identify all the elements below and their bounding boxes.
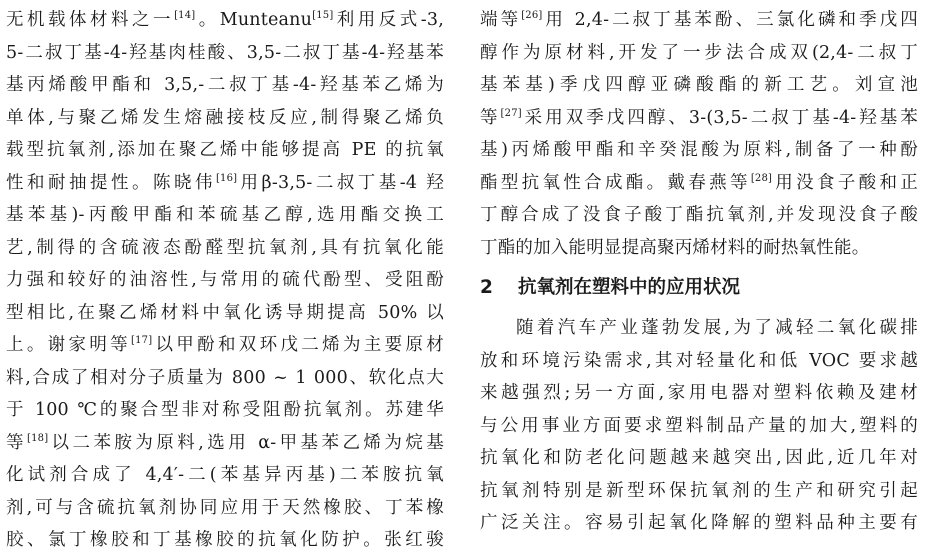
text-line: 无机载体材料之一[14]。Munteanu[15]利用反式-3, bbox=[6, 10, 445, 30]
citation-15: [15] bbox=[312, 10, 334, 21]
text-line: 型相比,在聚乙烯材料中氧化诱导期提高 50% 以 bbox=[6, 302, 444, 323]
citation-28: [28] bbox=[750, 172, 773, 184]
citation-27: [27] bbox=[500, 107, 522, 119]
text-line: 基)丙烯酸甲酯和辛癸混酸为原料,制备了一种酚 bbox=[480, 140, 918, 160]
text-line: 醇作为原材料,开发了一步法合成双(2,4-二叔丁 bbox=[480, 42, 918, 63]
text-line: 剂,可与含硫抗氧剂协同应用于天然橡胶、丁苯橡 bbox=[6, 497, 444, 518]
text-line: 载型抗氧剂,添加在聚乙烯中能够提高 PE 的抗氧 bbox=[6, 140, 444, 160]
text-line: 抗氧剂特别是新型环保抗氧剂的生产和研究引起 bbox=[480, 480, 918, 501]
text-line: 基苯基)-丙酸甲酯和苯硫基乙醇,选用酯交换工 bbox=[6, 205, 444, 225]
text-line: 基苯基)季戊四醇亚磷酸酯的新工艺。刘宣池 bbox=[480, 75, 918, 95]
section-title: 抗氧剂在塑料中的应用状况 bbox=[518, 277, 741, 298]
text-line: 丁醇合成了没食子酸丁酯抗氧剂,并发现没食子酸 bbox=[480, 205, 918, 225]
text-line: 抗氧化和防老化问题越来越突出,因此,近几年对 bbox=[480, 448, 918, 468]
citation-14: [14] bbox=[174, 10, 196, 21]
text-line: 广泛关注。容易引起氧化降解的塑料品种主要有 bbox=[480, 513, 918, 533]
citation-17: [17] bbox=[131, 335, 153, 346]
text-line: 基丙烯酸甲酯和 3,5,-二叔丁基-4-羟基苯乙烯为 bbox=[6, 75, 444, 95]
text-line: 丁酯的加入能明显提高聚丙烯材料的耐热氧性能。 bbox=[480, 237, 870, 258]
section-heading bbox=[480, 270, 918, 306]
text-line: 随着汽车产业蓬勃发展,为了减轻二氧化碳排 bbox=[516, 318, 918, 338]
text-line: 化试剂合成了 4,4′-二(苯基异丙基)二苯胺抗氧 bbox=[6, 465, 444, 485]
text-line: 酯型抗氧性合成酯。戴春燕等[28]用没食子酸和正 bbox=[480, 172, 918, 193]
section-number: 2 bbox=[480, 277, 493, 298]
text-line: 胶、氯丁橡胶和丁基橡胶的抗氧化防护。张红骏 bbox=[6, 530, 444, 550]
text-line: 力强和较好的油溶性,与常用的硫代酚型、受阻酚 bbox=[6, 270, 444, 290]
text-line: 与公用事业方面要求塑料制品产量的加大,塑料的 bbox=[480, 415, 918, 436]
citation-18: [18] bbox=[26, 432, 49, 444]
text-line: 上。谢家明等[17]以甲酚和双环戊二烯为主要原材 bbox=[6, 335, 444, 355]
citation-26: [26] bbox=[521, 10, 543, 21]
text-line: 端等[26]用 2,4-二叔丁基苯酚、三氯化磷和季戊四 bbox=[480, 10, 918, 30]
text-line: 等[27]采用双季戊四醇、3-(3,5-二叔丁基-4-羟基苯 bbox=[480, 107, 919, 128]
citation-16: [16] bbox=[215, 172, 238, 184]
text-line: 性和耐抽提性。陈晓伟[16]用β-3,5-二叔丁基-4 羟 bbox=[6, 172, 444, 193]
left-column bbox=[6, 4, 444, 557]
text-line: 等[18]以二苯胺为原料,选用 α-甲基苯乙烯为烷基 bbox=[6, 432, 445, 453]
right-column bbox=[480, 4, 918, 540]
text-line: 于 100 ℃的聚合型非对称受阻酚抗氧剂。苏建华 bbox=[6, 400, 444, 420]
text-line: 料,合成了相对分子质量为 800 ~ 1 000、软化点大 bbox=[6, 367, 444, 388]
text-line: 来越强烈;另一方面,家用电器对塑料依赖及建材 bbox=[480, 383, 918, 403]
text-line: 艺,制得的含硫液态酚醛型抗氧剂,具有抗氧化能 bbox=[6, 237, 444, 258]
text-line: 单体,与聚乙烯发生熔融接枝反应,制得聚乙烯负 bbox=[6, 107, 444, 128]
text-line: 放和环境污染需求,其对轻量化和低 VOC 要求越 bbox=[480, 350, 918, 371]
text-line: 5-二叔丁基-4-羟基肉桂酸、3,5-二叔丁基-4-羟基苯 bbox=[6, 42, 444, 63]
